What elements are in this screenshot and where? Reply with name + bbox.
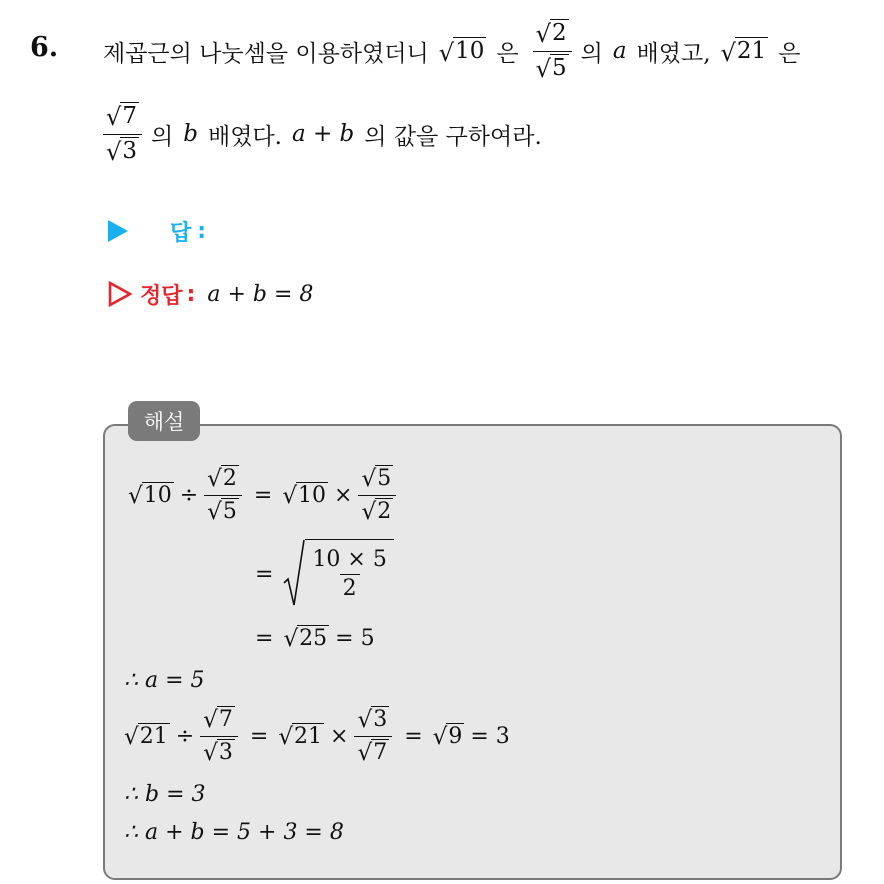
answer-row (108, 214, 206, 248)
problem-line-1 (103, 20, 800, 82)
problem-text: 의 (151, 123, 174, 150)
problem-text: 배였고, (636, 40, 711, 67)
outline-triangle-icon (108, 281, 132, 307)
problem-text: 은 (778, 40, 801, 67)
answer-label: 답 (170, 220, 192, 246)
variable-b: b (183, 121, 198, 147)
play-triangle-icon (108, 220, 128, 242)
explanation-tab: 해설 (128, 401, 200, 441)
fraction-sqrt2-sqrt5: √ 2 √ 5 (533, 19, 572, 83)
problem-number: 6. (30, 32, 59, 63)
problem-text: 의 값을 구하여라. (364, 123, 542, 150)
problem-text: 배였다. (207, 123, 282, 150)
sqrt-10: √ 10 (438, 38, 485, 67)
correct-answer-label: 정답 (140, 283, 183, 309)
variable-a: a (612, 38, 627, 64)
explanation-line-4: ∴ a = 5 (124, 667, 205, 693)
explanation-line-5: √ 21 ÷ √ 7 √ 3 = √ 21 × √ 3 √ 7 = √ 9 = 3 (124, 707, 510, 766)
correct-answer-colon: : (186, 281, 196, 307)
problem-text: 제곱근의 나눗셈을 이용하였더니 (103, 40, 429, 67)
problem-text: 의 (580, 40, 603, 67)
explanation-line-1: √ 10 ÷ √ 2 √ 5 = √ 10 × √ 5 √ 2 (128, 460, 396, 530)
answer-colon: : (197, 218, 207, 244)
correct-answer-value: a + b = 8 (207, 281, 314, 307)
expression-a-plus-b: a + b (291, 121, 355, 147)
explanation-line-6: ∴ b = 3 (124, 781, 206, 807)
explanation-line-7: ∴ a + b = 5 + 3 = 8 (124, 819, 344, 845)
sqrt-21: √ 21 (720, 38, 767, 67)
problem-text: 은 (496, 40, 519, 67)
fraction-sqrt7-sqrt3: √ 7 √ 3 (103, 102, 142, 166)
explanation-line-2: = $\frac{10 \times 5}{2}$ (249, 538, 394, 610)
correct-answer-row (108, 276, 313, 312)
explanation-line-3: = √ 25 = 5 (255, 625, 375, 653)
problem-line-2 (103, 103, 542, 165)
